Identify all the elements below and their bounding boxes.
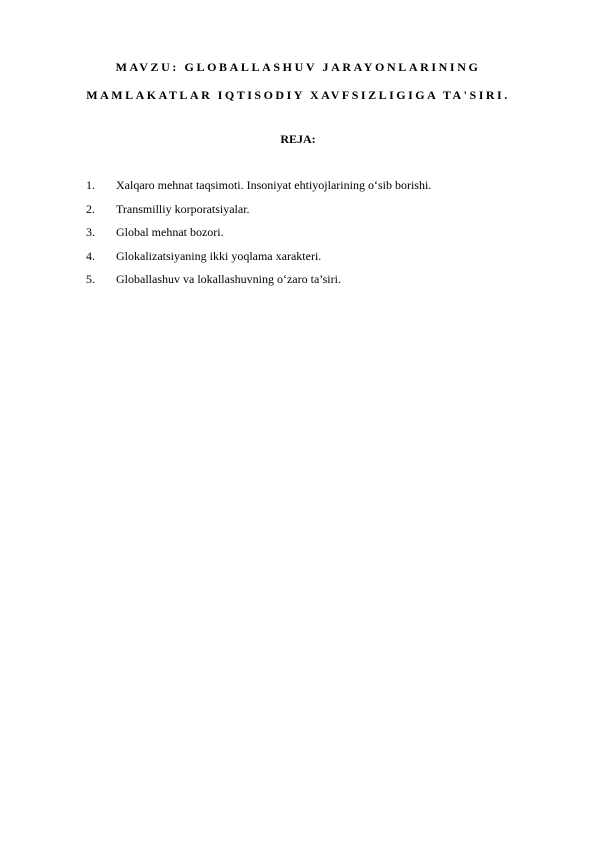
plan-item-text: Transmilliy korporatsiyalar. [116, 201, 250, 216]
plan-item-text: Xalqaro mehnat taqsimoti. Insoniyat ehtiyojlarining o‘sib borishi. [116, 178, 432, 192]
plan-item-number: 1. [86, 178, 95, 192]
plan-item-number: 5. [86, 272, 95, 286]
plan-item-number: 4. [86, 248, 95, 263]
plan-item-1 [86, 177, 431, 201]
document-title-line-2: MAMLAKATLAR IQTISODIY XAVFSIZLIGIGA TA'SIRI. [86, 88, 510, 102]
plan-item-5 [86, 271, 431, 295]
plan-item-4 [86, 248, 431, 272]
plan-heading: REJA: [280, 132, 316, 146]
plan-item-3 [86, 224, 431, 248]
document-title-line-1: MAVZU: GLOBALLASHUV JARAYONLARINING [115, 60, 481, 74]
plan-item-2 [86, 201, 431, 225]
plan-list [86, 177, 431, 295]
plan-item-text: Global mehnat bozori. [116, 225, 224, 239]
plan-item-text: Globallashuv va lokallashuvning o‘zaro ta’siri. [116, 272, 341, 286]
plan-item-number: 3. [86, 225, 95, 239]
plan-item-number: 2. [86, 201, 95, 216]
plan-item-text: Glokalizatsiyaning ikki yoqlama xarakteri. [116, 248, 322, 263]
